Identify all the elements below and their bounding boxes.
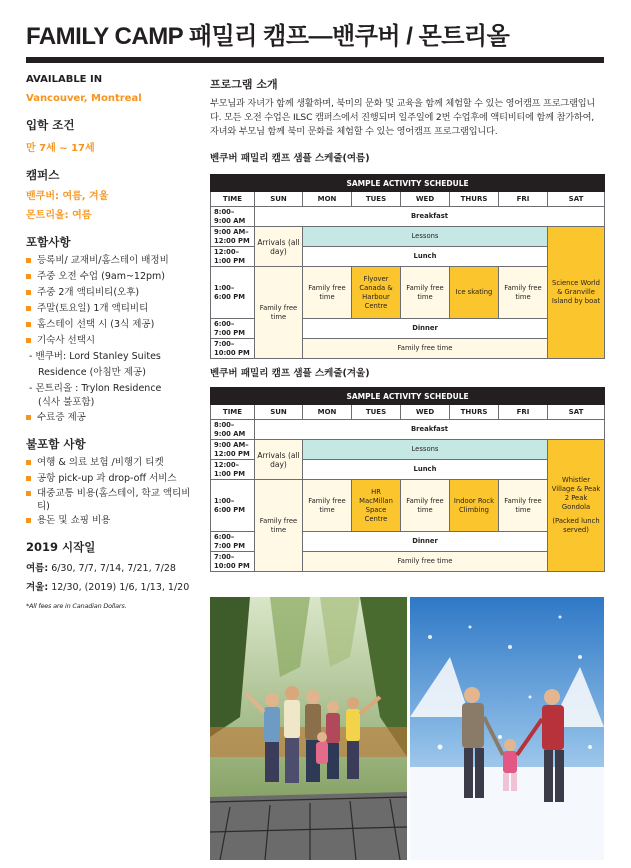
includes-item: 주중 오전 수업 (9am~12pm)	[26, 269, 201, 285]
dinner-cell: Dinner	[303, 319, 548, 339]
column-header: WED	[401, 192, 450, 207]
column-header: THURS	[450, 405, 499, 420]
excludes-item: 공항 pick-up 과 drop-off 서비스	[26, 471, 201, 487]
monday-afternoon-cell: Family free time	[303, 267, 352, 319]
includes-item: 주말(토요일) 1개 액티비티	[26, 301, 201, 317]
available-label: AVAILABLE IN	[26, 74, 103, 85]
family-on-bridge-image	[210, 597, 407, 860]
saturday-activity-note: (Packed lunch served)	[552, 517, 600, 534]
column-header: SAT	[548, 405, 605, 420]
includes-item: 등록비/ 교재비/홈스테이 배정비	[26, 253, 201, 269]
includes-item: 홈스테이 선택 시 (3식 제공)	[26, 317, 201, 333]
bullet-square-icon	[26, 518, 31, 523]
available-value: Vancouver, Montreal	[26, 93, 142, 104]
intro-body: 부모님과 자녀가 함께 생활하며, 북미의 문화 및 교육을 함께 체험할 수 있는 영어캠프 프로그램입니다. 모든 오전 수업은 ILSC 캠퍼스에서 진행되며 일주일에 2번 수업후에 액티비티에 함께 참가하여, 자녀와 부모님 함께 북미 문화를 체험할 수 있는 영어캠프 프로그램입니다.	[210, 98, 596, 137]
column-header: SUN	[255, 192, 303, 207]
includes-item: 주중 2개 액티비티(오후)	[26, 285, 201, 301]
winter-schedule-table	[210, 387, 605, 572]
title-divider	[26, 57, 604, 63]
includes-label: 포함사항	[26, 235, 71, 249]
fee-note: *All fees are in Canadian Dollars.	[26, 602, 127, 610]
arrivals-cell: Arrivals (all day)	[255, 440, 303, 480]
bullet-square-icon	[26, 415, 31, 420]
dorm-montreal: - 몬트리올 : Trylon Residence	[29, 383, 162, 394]
includes-item: 수료증 제공	[26, 410, 201, 426]
column-header: WED	[401, 405, 450, 420]
friday-afternoon-cell: Family free time	[499, 267, 548, 319]
campus-vancouver: 밴쿠버: 여름, 겨울	[26, 191, 109, 202]
excludes-label: 불포함 사항	[26, 437, 86, 451]
time-cell: 6:00– 7:00 PM	[211, 319, 255, 339]
bullet-square-icon	[26, 274, 31, 279]
page-title: FAMILY CAMP 패밀리 캠프—밴쿠버 / 몬트리올	[26, 23, 510, 50]
time-cell: 7:00– 10:00 PM	[211, 552, 255, 572]
column-header: THURS	[450, 192, 499, 207]
dorm-vancouver: - 밴쿠버: Lord Stanley Suites	[29, 351, 161, 362]
monday-afternoon-cell: Family free time	[303, 480, 352, 532]
winter-schedule-heading: 벤쿠버 패밀리 캠프 샘플 스케줄(겨울)	[210, 368, 370, 379]
bullet-square-icon	[26, 491, 31, 496]
summer-schedule-table	[210, 174, 605, 359]
left-column	[26, 74, 201, 610]
saturday-activity-cell: Science World & Granville Island by boat	[548, 227, 605, 359]
column-header: TUES	[352, 192, 401, 207]
lessons-cell: Lessons	[303, 227, 548, 247]
saturday-activity-cell	[548, 440, 605, 572]
dorm-vancouver-detail: Residence (아침만 제공)	[38, 367, 146, 378]
winter-dates: 겨울: 12/30, (2019) 1/6, 1/13, 1/20	[26, 582, 190, 593]
schedule-banner: SAMPLE ACTIVITY SCHEDULE	[211, 388, 605, 405]
time-cell: 12:00– 1:00 PM	[211, 460, 255, 480]
excludes-item: 여행 & 의료 보험 /비행기 티켓	[26, 455, 201, 471]
bullet-square-icon	[26, 258, 31, 263]
family-forest-photo	[210, 597, 407, 860]
bullet-square-icon	[26, 460, 31, 465]
bullet-square-icon	[26, 290, 31, 295]
column-header: SUN	[255, 405, 303, 420]
wednesday-afternoon-cell: Family free time	[401, 267, 450, 319]
family-playing-in-snow-image	[410, 597, 604, 860]
thursday-afternoon-cell: Indoor Rock Climbing	[450, 480, 499, 532]
campus-label: 캠퍼스	[26, 168, 60, 182]
lunch-cell: Lunch	[303, 247, 548, 267]
tuesday-afternoon-cell: Flyover Canada & Harbour Centre	[352, 267, 401, 319]
column-header: FRI	[499, 192, 548, 207]
time-cell: 9:00 AM– 12:00 PM	[211, 227, 255, 247]
right-column	[210, 76, 604, 572]
time-cell: 12:00– 1:00 PM	[211, 247, 255, 267]
friday-afternoon-cell: Family free time	[499, 480, 548, 532]
sunday-afternoon-cell: Family free time	[255, 267, 303, 359]
bullet-square-icon	[26, 476, 31, 481]
column-header: TUES	[352, 405, 401, 420]
column-header: TIME	[211, 192, 255, 207]
bullet-square-icon	[26, 338, 31, 343]
time-cell: 8:00– 9:00 AM	[211, 420, 255, 440]
time-cell: 7:00– 10:00 PM	[211, 339, 255, 359]
excludes-item: 대중교통 비용(홈스테이, 학교 액티비티)	[26, 487, 201, 513]
summer-schedule-heading: 벤쿠버 패밀리 캠프 샘플 스케줄(여름)	[210, 153, 370, 164]
age-value: 만 7세 ~ 17세	[26, 143, 95, 154]
breakfast-cell: Breakfast	[255, 207, 605, 227]
schedule-banner: SAMPLE ACTIVITY SCHEDULE	[211, 175, 605, 192]
wednesday-afternoon-cell: Family free time	[401, 480, 450, 532]
arrivals-cell: Arrivals (all day)	[255, 227, 303, 267]
column-header: MON	[303, 405, 352, 420]
time-cell: 9:00 AM– 12:00 PM	[211, 440, 255, 460]
family-snow-photo	[410, 597, 604, 860]
time-cell: 1:00– 6:00 PM	[211, 480, 255, 532]
time-cell: 1:00– 6:00 PM	[211, 267, 255, 319]
column-header: FRI	[499, 405, 548, 420]
thursday-afternoon-cell: Ice skating	[450, 267, 499, 319]
breakfast-cell: Breakfast	[255, 420, 605, 440]
dinner-cell: Dinner	[303, 532, 548, 552]
sunday-afternoon-cell: Family free time	[255, 480, 303, 572]
saturday-activity-label: Whistler Village & Peak 2 Peak Gondola	[551, 476, 601, 511]
lessons-cell: Lessons	[303, 440, 548, 460]
column-header: MON	[303, 192, 352, 207]
campus-montreal: 몬트리올: 여름	[26, 210, 92, 221]
tuesday-afternoon-cell: HR MacMillan Space Centre	[352, 480, 401, 532]
column-header: SAT	[548, 192, 605, 207]
evening-cell: Family free time	[303, 339, 548, 359]
time-cell: 6:00– 7:00 PM	[211, 532, 255, 552]
includes-item: 기숙사 선택시	[26, 333, 201, 349]
age-label: 입학 조건	[26, 118, 75, 132]
lunch-cell: Lunch	[303, 460, 548, 480]
start-dates-label: 2019 시작일	[26, 540, 96, 554]
summer-dates: 여름: 6/30, 7/7, 7/14, 7/21, 7/28	[26, 563, 176, 574]
evening-cell: Family free time	[303, 552, 548, 572]
bullet-square-icon	[26, 306, 31, 311]
dorm-montreal-detail: (식사 불포함)	[38, 397, 95, 408]
time-cell: 8:00– 9:00 AM	[211, 207, 255, 227]
column-header: TIME	[211, 405, 255, 420]
bullet-square-icon	[26, 322, 31, 327]
intro-heading: 프로그램 소개	[210, 78, 278, 91]
excludes-item: 용돈 및 쇼핑 비용	[26, 513, 201, 529]
